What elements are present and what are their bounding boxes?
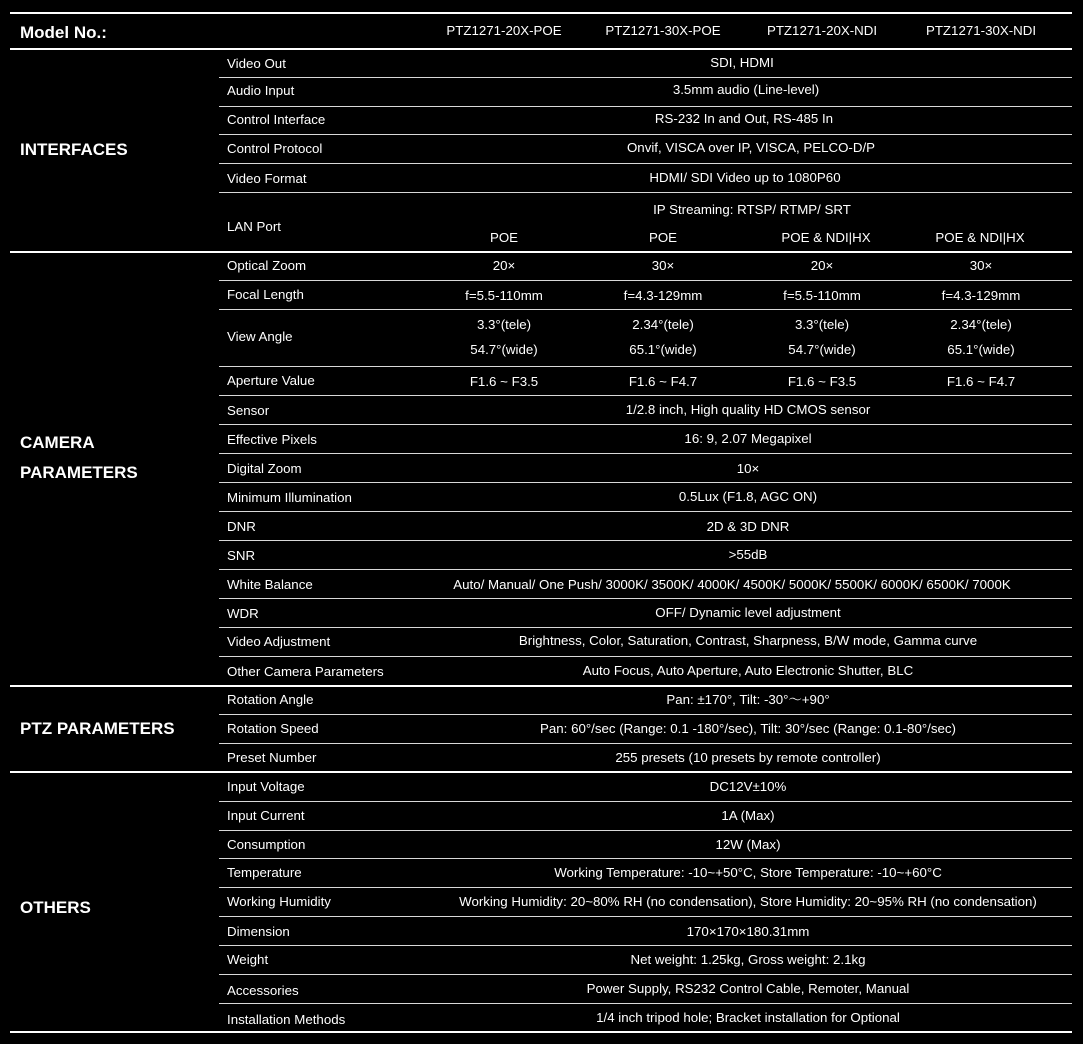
- row-divider: [219, 887, 1072, 888]
- spec-label: Other Camera Parameters: [227, 664, 384, 679]
- row-divider: [219, 569, 1072, 570]
- spec-cell: 20×: [492, 258, 516, 273]
- spec-label: Optical Zoom: [227, 258, 307, 273]
- spec-cell: 2.34°(tele): [950, 317, 1012, 332]
- spec-value: OFF/ Dynamic level adjustment: [655, 605, 841, 620]
- spec-cell: F1.6 ~ F4.7: [628, 374, 698, 389]
- spec-label: View Angle: [227, 329, 293, 344]
- spec-label: Focal Length: [227, 287, 304, 302]
- spec-value: 1/2.8 inch, High quality HD CMOS sensor: [625, 402, 871, 417]
- row-divider: [219, 656, 1072, 657]
- spec-value: 1/4 inch tripod hole; Bracket installation for Optional: [596, 1010, 900, 1025]
- spec-cell: F1.6 ~ F3.5: [787, 374, 857, 389]
- row-divider: [219, 366, 1072, 367]
- spec-cell: 30×: [651, 258, 675, 273]
- spec-value: Pan: 60°/sec (Range: 0.1 -180°/sec), Tilt: 30°/sec (Range: 0.1-80°/sec): [540, 721, 956, 736]
- spec-cell: 65.1°(wide): [629, 342, 697, 357]
- section-title-camera: CAMERA: [20, 433, 95, 452]
- spec-value: 255 presets (10 presets by remote controller): [615, 750, 881, 765]
- spec-label: Weight: [227, 952, 269, 967]
- row-divider: [219, 482, 1072, 483]
- row-divider: [219, 77, 1072, 78]
- row-divider: [219, 858, 1072, 859]
- spec-label: Installation Methods: [227, 1012, 346, 1027]
- row-divider: [219, 511, 1072, 512]
- top-rule: [10, 12, 1072, 14]
- spec-cell: 54.7°(wide): [470, 342, 538, 357]
- row-divider: [219, 395, 1072, 396]
- spec-cell: 65.1°(wide): [947, 342, 1015, 357]
- row-divider: [219, 540, 1072, 541]
- section-rule-ptz: [10, 685, 1072, 687]
- spec-cell: 54.7°(wide): [788, 342, 856, 357]
- spec-cell: 30×: [969, 258, 993, 273]
- row-divider: [219, 192, 1072, 193]
- spec-label: Control Protocol: [227, 141, 323, 156]
- spec-label: SNR: [227, 548, 256, 563]
- spec-value: Power Supply, RS232 Control Cable, Remoter, Manual: [586, 981, 910, 996]
- spec-label: Input Current: [227, 808, 305, 823]
- spec-label: Aperture Value: [227, 373, 315, 388]
- row-divider: [219, 974, 1072, 975]
- header-rule: [10, 48, 1072, 50]
- spec-label: Rotation Speed: [227, 721, 319, 736]
- spec-value: Working Temperature: -10~+50°C, Store Temperature: -10~+60°C: [554, 865, 942, 880]
- spec-value: 3.5mm audio (Line-level): [672, 82, 820, 97]
- spec-label: Digital Zoom: [227, 461, 302, 476]
- spec-value: DC12V±10%: [709, 779, 787, 794]
- spec-cell: f=5.5-110mm: [783, 288, 861, 303]
- spec-value: 16: 9, 2.07 Megapixel: [684, 431, 812, 446]
- spec-label: Audio Input: [227, 83, 295, 98]
- spec-cell: 3.3°(tele): [794, 317, 850, 332]
- spec-label: Effective Pixels: [227, 432, 317, 447]
- model-header: PTZ1271-20X-NDI: [766, 23, 878, 38]
- spec-cell: f=4.3-129mm: [623, 288, 703, 303]
- row-divider: [219, 714, 1072, 715]
- row-divider: [219, 598, 1072, 599]
- spec-label: Rotation Angle: [227, 692, 314, 707]
- section-rule-others: [10, 771, 1072, 773]
- row-divider: [219, 743, 1072, 744]
- spec-value: SDI, HDMI: [710, 55, 774, 70]
- section-title-others: OTHERS: [20, 898, 91, 917]
- spec-label: Video Adjustment: [227, 634, 331, 649]
- row-divider: [219, 627, 1072, 628]
- row-divider: [219, 453, 1072, 454]
- model-header: PTZ1271-20X-POE: [446, 23, 562, 38]
- spec-label: Dimension: [227, 924, 290, 939]
- spec-value: Working Humidity: 20~80% RH (no condensation), Store Humidity: 20~95% RH (no condensation): [459, 894, 1037, 909]
- model-header: PTZ1271-30X-POE: [605, 23, 721, 38]
- section-title-camera: PARAMETERS: [20, 463, 138, 482]
- spec-value: >55dB: [728, 547, 768, 562]
- row-divider: [219, 916, 1072, 917]
- spec-label: Consumption: [227, 837, 306, 852]
- spec-value: 1A (Max): [721, 808, 775, 823]
- spec-value: HDMI/ SDI Video up to 1080P60: [649, 170, 841, 185]
- row-divider: [219, 424, 1072, 425]
- spec-value: Net weight: 1.25kg, Gross weight: 2.1kg: [630, 952, 866, 967]
- row-divider: [219, 801, 1072, 802]
- spec-label: Temperature: [227, 865, 302, 880]
- spec-value: 0.5Lux (F1.8, AGC ON): [678, 489, 818, 504]
- spec-cell: F1.6 ~ F4.7: [946, 374, 1016, 389]
- spec-cell: POE & NDI|HX: [935, 230, 1025, 245]
- spec-cell: POE: [489, 230, 519, 245]
- spec-label: White Balance: [227, 577, 313, 592]
- spec-value: Pan: ±170°, Tilt: -30°～+90°: [666, 692, 830, 707]
- spec-label: Working Humidity: [227, 894, 331, 909]
- spec-cell: 20×: [810, 258, 834, 273]
- spec-label: WDR: [227, 606, 259, 621]
- spec-label: Control Interface: [227, 112, 326, 127]
- row-divider: [219, 280, 1072, 281]
- model-header: PTZ1271-30X-NDI: [925, 23, 1037, 38]
- section-title-ptz: PTZ PARAMETERS: [20, 719, 175, 738]
- section-title-interfaces: INTERFACES: [20, 140, 128, 159]
- row-divider: [219, 309, 1072, 310]
- spec-cell: 2.34°(tele): [632, 317, 694, 332]
- spec-value: 12W (Max): [715, 837, 781, 852]
- row-divider: [219, 1003, 1072, 1004]
- spec-label: LAN Port: [227, 219, 281, 234]
- spec-value: 10×: [736, 461, 760, 476]
- spec-cell: F1.6 ~ F3.5: [469, 374, 539, 389]
- bottom-rule: [10, 1031, 1072, 1033]
- spec-label: Accessories: [227, 983, 299, 998]
- row-divider: [219, 945, 1072, 946]
- spec-label: Minimum Illumination: [227, 490, 352, 505]
- spec-cell: POE: [648, 230, 678, 245]
- spec-label: Video Format: [227, 171, 307, 186]
- row-divider: [219, 106, 1072, 107]
- spec-value: Brightness, Color, Saturation, Contrast, Sharpness, B/W mode, Gamma curve: [518, 633, 978, 648]
- spec-value: 170×170×180.31mm: [686, 924, 810, 939]
- section-rule-camera: [10, 251, 1072, 253]
- spec-value: 2D & 3D DNR: [706, 519, 790, 534]
- spec-value: Onvif, VISCA over IP, VISCA, PELCO-D/P: [626, 140, 876, 155]
- spec-cell: POE & NDI|HX: [781, 230, 871, 245]
- row-divider: [219, 163, 1072, 164]
- row-divider: [219, 134, 1072, 135]
- spec-value: IP Streaming: RTSP/ RTMP/ SRT: [653, 202, 851, 217]
- spec-label: DNR: [227, 519, 256, 534]
- spec-cell: 3.3°(tele): [476, 317, 532, 332]
- spec-label: Preset Number: [227, 750, 317, 765]
- spec-value: RS-232 In and Out, RS-485 In: [654, 111, 834, 126]
- spec-label: Input Voltage: [227, 779, 305, 794]
- spec-label: Sensor: [227, 403, 270, 418]
- spec-value: Auto/ Manual/ One Push/ 3000K/ 3500K/ 4000K/ 4500K/ 5000K/ 5500K/ 6000K/ 6500K/ 7000K: [453, 577, 1011, 592]
- row-divider: [219, 830, 1072, 831]
- spec-cell: f=4.3-129mm: [941, 288, 1021, 303]
- spec-cell: f=5.5-110mm: [465, 288, 543, 303]
- spec-label: Video Out: [227, 56, 286, 71]
- spec-value: Auto Focus, Auto Aperture, Auto Electronic Shutter, BLC: [582, 663, 914, 678]
- page-title: Model No.:: [20, 23, 107, 42]
